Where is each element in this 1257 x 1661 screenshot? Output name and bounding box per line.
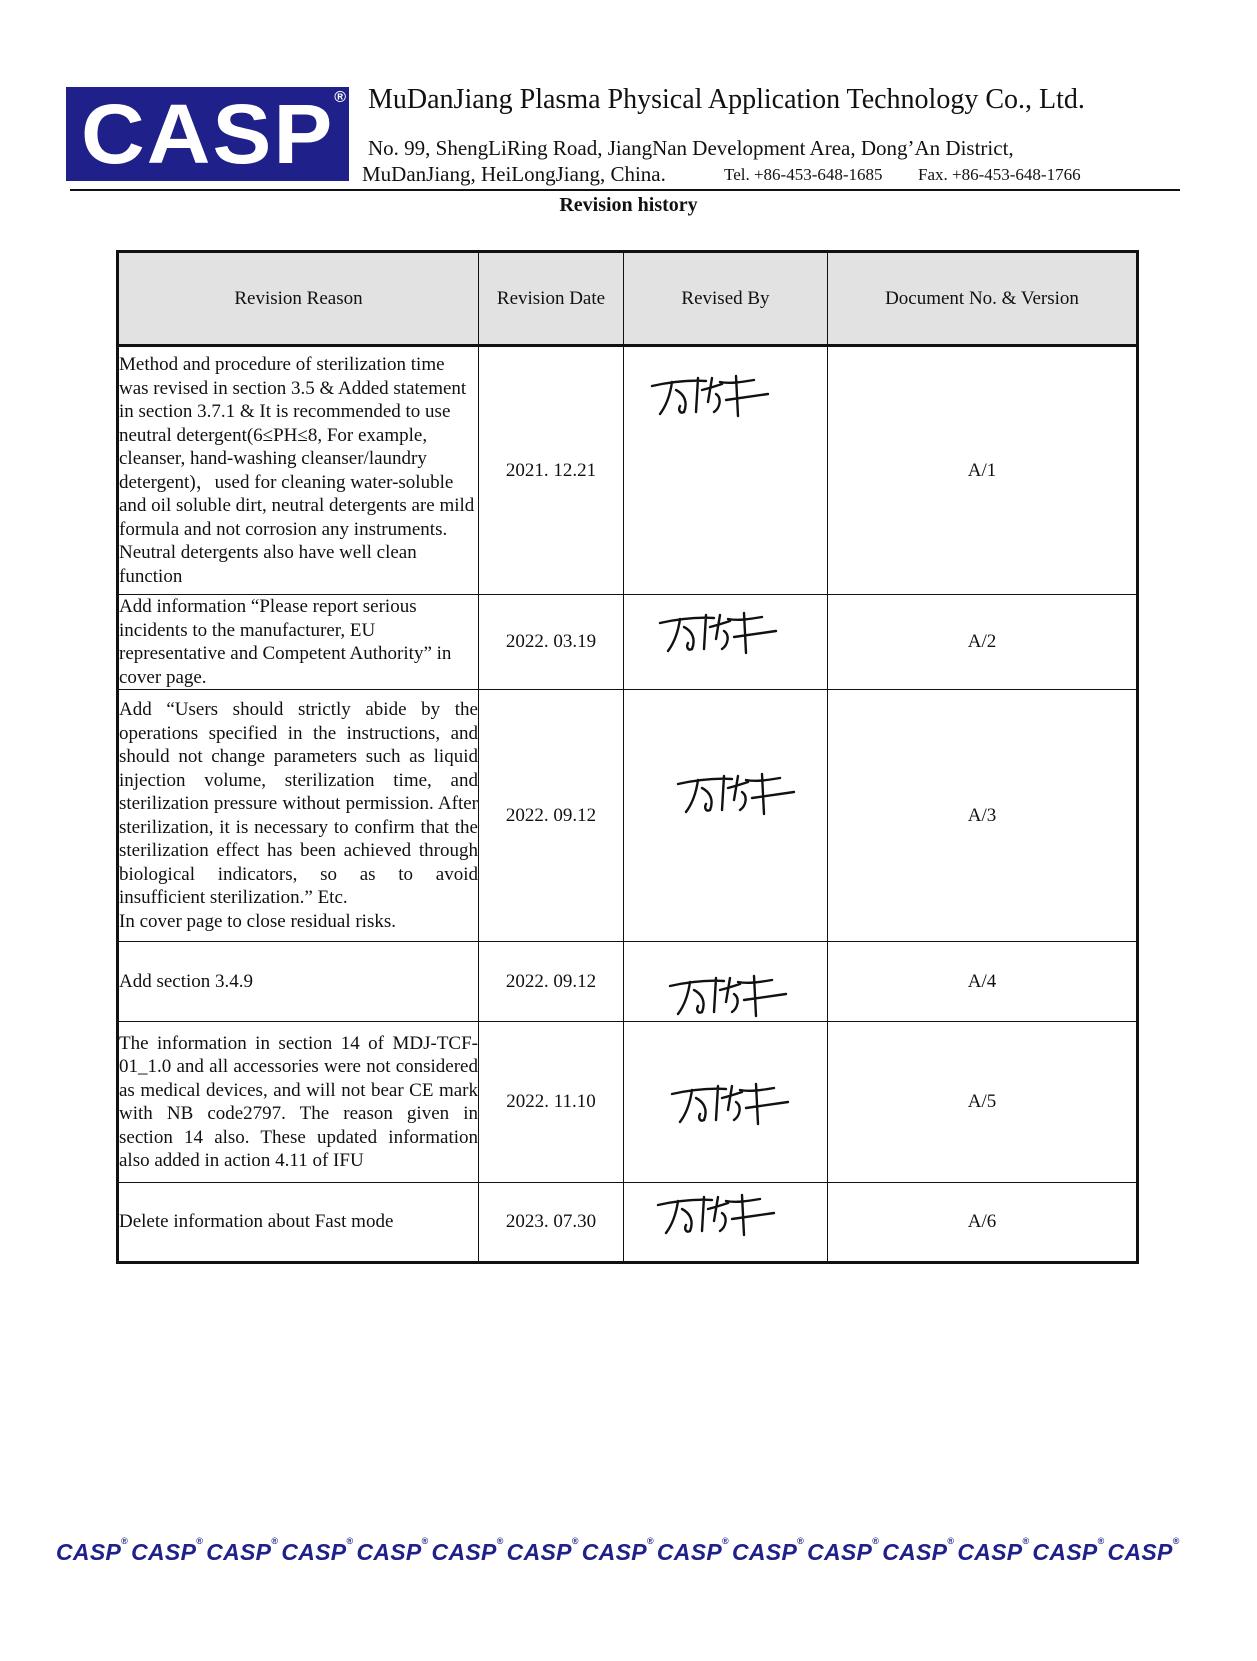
header-document-version: Document No. & Version [828,252,1138,346]
document-title: Revision history [559,194,698,216]
signature-image [668,972,788,1020]
document-version: A/1 [828,346,1138,595]
revision-date: 2022. 11.10 [479,1022,624,1183]
registered-mark: ® [334,89,346,106]
revised-by-cell [624,1183,828,1263]
telephone: Tel. +86-453-648-1685 [724,165,883,184]
table-row [118,690,1138,942]
footer-brand-strip [56,1539,1196,1566]
document-version: A/5 [828,1022,1138,1183]
signature-image [650,372,770,420]
footer-brand-mark: CASP ® [281,1539,353,1566]
revision-date: 2023. 07.30 [479,1183,624,1263]
revised-by-cell [624,690,828,942]
footer-brand-mark: CASP ® [432,1539,504,1566]
footer-brand-mark: CASP ® [657,1539,729,1566]
revision-reason: Add section 3.4.9 [118,942,479,1022]
document-version: A/3 [828,690,1138,942]
revision-date: 2022. 03.19 [479,595,624,690]
revision-date: 2022. 09.12 [479,942,624,1022]
revised-by-cell [624,595,828,690]
footer-brand-mark: CASP ® [807,1539,879,1566]
footer-brand-mark: CASP ® [1108,1539,1180,1566]
revision-reason: Add “Users should strictly abide by the operations specified in the instructions, and should not change parameters such as liquid injection volume, sterilization time, and sterilization pressure without permission. After sterilization, it is necessary to confirm that the sterilization effect has been achieved through biological indicators, so as to avoid insufficient sterilization.” Etc. [119,699,478,908]
table-row [118,346,1138,595]
footer-brand-mark: CASP ® [582,1539,654,1566]
table-header-row [118,252,1138,346]
footer-brand-mark: CASP ® [957,1539,1029,1566]
header-revision-date: Revision Date [479,252,624,346]
document-version: A/2 [828,595,1138,690]
company-logo [66,87,349,181]
footer-brand-mark: CASP ® [507,1539,579,1566]
signature-image [658,609,778,657]
address-line-1: No. 99, ShengLiRing Road, JiangNan Development Area, Dong’An District, [368,136,1014,160]
header-revised-by: Revised By [624,252,828,346]
table-row [118,595,1138,690]
revised-by-cell [624,942,828,1022]
revision-reason: Delete information about Fast mode [118,1183,479,1263]
revision-reason-extra: In cover page to close residual risks. [119,910,396,932]
table-row [118,942,1138,1022]
footer-brand-mark: CASP ® [206,1539,278,1566]
revision-date: 2022. 09.12 [479,690,624,942]
header-divider [70,189,1180,191]
document-version: A/6 [828,1183,1138,1263]
signature-image [656,1191,776,1239]
footer-brand-mark: CASP ® [131,1539,203,1566]
footer-brand-mark: CASP ® [56,1539,128,1566]
header-revision-reason: Revision Reason [118,252,479,346]
revision-table [116,250,1139,1264]
document-version: A/4 [828,942,1138,1022]
company-name: MuDanJiang Plasma Physical Application Technology Co., Ltd. [368,84,1085,115]
revised-by-cell [624,1022,828,1183]
revision-reason: The information in section 14 of MDJ-TCF-01_1.0 and all accessories were not considered as medical devices, and will not bear CE mark with NB code2797. The reason given in section 14 also. These updated information also added in action 4.11 of IFU [118,1022,479,1183]
address-line-2: MuDanJiang, HeiLongJiang, China. [362,162,666,186]
logo-text: CASP [80,87,335,181]
revised-by-cell [624,346,828,595]
footer-brand-mark: CASP ® [356,1539,428,1566]
footer-brand-mark: CASP ® [732,1539,804,1566]
fax: Fax. +86-453-648-1766 [918,165,1081,184]
revision-reason-cell [118,690,479,942]
footer-brand-mark: CASP ® [1032,1539,1104,1566]
signature-image [670,1080,790,1128]
revision-date: 2021. 12.21 [479,346,624,595]
footer-brand-mark: CASP ® [882,1539,954,1566]
signature-image [676,770,796,818]
revision-reason: Method and procedure of sterilization time was revised in section 3.5 & Added statement in section 3.7.1 & It is recommended to use neutral detergent(6≤PH≤8, For example, cleanser, hand-washing cleanser/laundry detergent)，used for cleaning water-soluble and oil soluble dirt, neutral detergents are mild formula and not corrosion any instruments. Neutral detergents also have well clean function [118,346,479,595]
revision-reason: Add information “Please report serious incidents to the manufacturer, EU representative and Competent Authority” in cover page. [118,595,479,690]
table-row [118,1183,1138,1263]
table-row [118,1022,1138,1183]
